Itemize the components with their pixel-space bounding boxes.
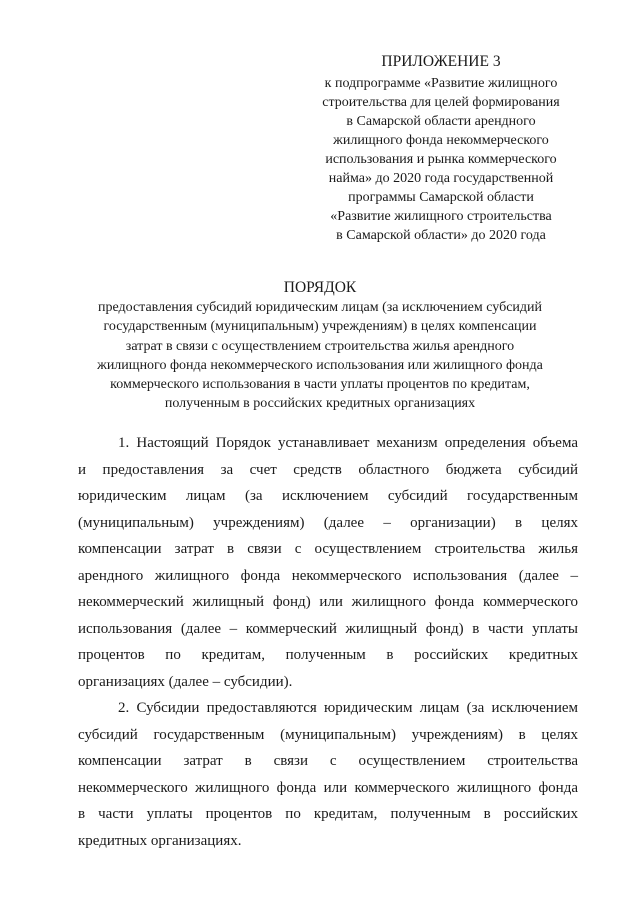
appendix-line: использования и рынка коммерческого <box>325 152 557 167</box>
appendix-line: найма» до 2020 года государственной <box>328 171 554 186</box>
order-subtitle <box>70 298 570 414</box>
appendix-line: к подпрограмме «Развитие жилищного <box>324 76 558 91</box>
order-subtitle-line: коммерческого использования в части уплаты процентов по кредитам, <box>110 377 530 393</box>
paragraph-line: использования (далее – коммерческий жилищный фонд) в части уплаты <box>78 620 578 637</box>
paragraph-line: 1. Настоящий Порядок устанавливает механизм определения объема <box>118 435 578 451</box>
paragraph-line: некоммерческий жилищный фонд) или жилищного фонда коммерческого <box>78 594 578 610</box>
paragraph-line: в части уплаты процентов по кредитам, полученным в российских <box>78 806 578 822</box>
paragraph-line: компенсации затрат в связи с осуществлением строительства жилья <box>78 541 578 557</box>
appendix-line: жилищного фонда некоммерческого <box>333 133 549 148</box>
paragraph-line: некоммерческого жилищного фонда или коммерческого жилищного фонда <box>78 779 578 796</box>
paragraph-line: юридическим лицам (за исключением субсидий государственным <box>78 488 578 504</box>
appendix-line: программы Самарской области <box>348 190 534 205</box>
appendix-line: строительства для целей формирования <box>322 95 560 110</box>
paragraph-line: организациях (далее – субсидии). <box>78 673 293 690</box>
appendix-line: в Самарской области арендного <box>346 114 536 129</box>
paragraph-1 <box>78 430 578 695</box>
appendix-title: ПРИЛОЖЕНИЕ 3 <box>381 53 501 70</box>
paragraph-2 <box>78 695 578 854</box>
order-subtitle-line: предоставления субсидий юридическим лицам (за исключением субсидий <box>97 300 543 315</box>
paragraph-line: и предоставления за счет средств областного бюджета субсидий <box>78 461 578 478</box>
appendix-line: в Самарской области» до 2020 года <box>336 228 546 243</box>
order-title: ПОРЯДОК <box>283 279 357 296</box>
paragraph-line: компенсации затрат в связи с осуществлением строительства <box>78 753 578 769</box>
order-subtitle-line: государственным (муниципальным) учреждениям) в целях компенсации <box>103 319 537 335</box>
order-subtitle-line: полученным в российских кредитных организациях <box>164 396 476 412</box>
paragraph-line: субсидий государственным (муниципальным) учреждениям) в целях <box>78 726 578 743</box>
document-body <box>78 430 578 854</box>
order-subtitle-line: затрат в связи с осуществлением строительства жилья арендного <box>125 338 515 354</box>
order-subtitle-line: жилищного фонда некоммерческого использования или жилищного фонда <box>97 357 543 373</box>
paragraph-line: (муниципальным) учреждениям) (далее – организации) в целях <box>78 514 578 531</box>
paragraph-line: арендного жилищного фонда некоммерческого использования (далее – <box>78 567 578 584</box>
paragraph-line: процентов по кредитам, полученным в российских кредитных <box>78 647 578 663</box>
paragraph-line: кредитных организациях. <box>78 832 242 849</box>
paragraph-line: 2. Субсидии предоставляются юридическим лицам (за исключением <box>118 700 578 716</box>
appendix-block <box>304 52 578 245</box>
appendix-line: «Развитие жилищного строительства <box>330 209 552 224</box>
